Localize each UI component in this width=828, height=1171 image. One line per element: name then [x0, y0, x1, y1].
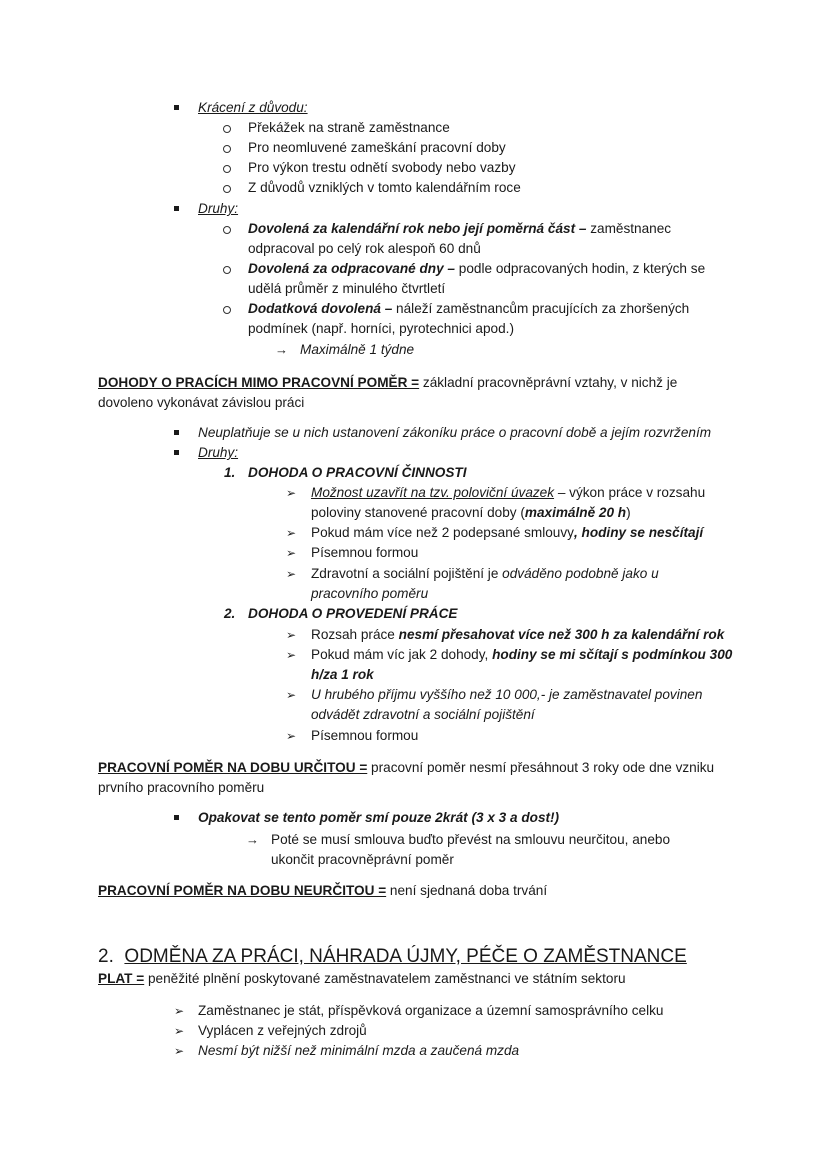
dpp-item-line2: h/za 1 rok: [311, 667, 374, 682]
square-bullet-icon: [174, 450, 179, 455]
reduction-item: Pro neomluvené zameškání pracovní doby: [248, 140, 506, 155]
leave-type-desc: zaměstnanec: [586, 221, 672, 236]
agreements-types-label: Druhy:: [198, 445, 239, 460]
dpc-item: Písemnou formou: [311, 545, 419, 560]
leave-type-term: Dodatková dovolená –: [248, 301, 393, 316]
salary-item: Vyplácen z veřejných zdrojů: [198, 1023, 367, 1038]
dpp-item-text: Pokud mám víc jak 2 dohody,: [311, 647, 493, 662]
arrowhead-bullet-icon: ➢: [174, 1044, 185, 1058]
fixed-term-definition: [98, 758, 714, 778]
arrowhead-bullet-icon: ➢: [286, 546, 297, 560]
dpp-item: U hrubého příjmu vyššího než 10 000,- je zaměstnavatel povinen: [311, 687, 703, 702]
types-label: Druhy:: [198, 201, 239, 216]
circle-bullet-icon: [223, 145, 231, 153]
leave-type-item: [248, 219, 671, 239]
right-arrow-icon: →: [275, 342, 288, 357]
agreements-term: DOHODY O PRACÍCH MIMO PRACOVNÍ POMĚR =: [98, 375, 420, 390]
agreements-definition: [98, 373, 677, 393]
section-title: ODMĚNA ZA PRÁCI, NÁHRADA ÚJMY, PÉČE O ZAMĚSTNANCE: [124, 946, 687, 967]
dpc-item-emphasis: maximálně 20 h: [524, 505, 627, 520]
arrowhead-bullet-icon: ➢: [286, 526, 297, 540]
right-arrow-icon: →: [246, 832, 259, 847]
reduction-item: Z důvodů vzniklých v tomto kalendářním roce: [248, 180, 521, 195]
leave-type-desc-line2: podmínek (např. horníci, pyrotechnici apod.): [248, 321, 514, 336]
dpp-item: [311, 645, 732, 665]
dpc-item-text: Pokud mám více než 2 podepsané smlouvy: [311, 525, 574, 540]
arrowhead-bullet-icon: ➢: [174, 1004, 185, 1018]
leave-type-item: [248, 259, 705, 279]
agreements-note: Neuplatňuje se u nich ustanovení zákoníku práce o pracovní době a jejím rozvržením: [198, 425, 712, 440]
dpc-item-term: Možnost uzavřít na tzv. poloviční úvazek: [311, 485, 555, 500]
dpp-title: DOHODA O PROVEDENÍ PRÁCE: [248, 606, 458, 621]
circle-bullet-icon: [223, 185, 231, 193]
list-number: 1.: [224, 465, 236, 480]
salary-item: Zaměstnanec je stát, příspěvková organizace a územní samosprávního celku: [198, 1003, 664, 1018]
circle-bullet-icon: [223, 306, 231, 314]
arrowhead-bullet-icon: ➢: [174, 1024, 185, 1038]
arrowhead-bullet-icon: ➢: [286, 567, 297, 581]
reduction-item: Pro výkon trestu odnětí svobody nebo vazby: [248, 160, 516, 175]
dpc-item: [311, 483, 705, 503]
dpc-item-emphasis: odváděno podobně jako u: [502, 566, 659, 581]
arrowhead-bullet-icon: ➢: [286, 729, 297, 743]
arrowhead-bullet-icon: ➢: [286, 486, 297, 500]
dpp-item: Písemnou formou: [311, 728, 419, 743]
square-bullet-icon: [174, 105, 179, 110]
fixed-term-arrow-note: Poté se musí smlouva buďto převést na smlouvu neurčitou, anebo: [271, 832, 671, 847]
dpp-item-line2: odvádět zdravotní a sociální pojištění: [311, 707, 535, 722]
section-heading: [98, 945, 687, 969]
salary-def: peněžité plnění poskytované zaměstnavatelem zaměstnanci ve státním sektoru: [144, 971, 626, 986]
reduction-label: Krácení z důvodu:: [198, 100, 308, 115]
leave-type-item: [248, 299, 689, 319]
leave-type-desc: náleží zaměstnancům pracujících za zhoršených: [392, 301, 690, 316]
square-bullet-icon: [174, 430, 179, 435]
circle-bullet-icon: [223, 226, 231, 234]
fixed-term-term: PRACOVNÍ POMĚR NA DOBU URČITOU =: [98, 760, 368, 775]
leave-type-desc-line2: odpracoval po celý rok alespoň 60 dnů: [248, 241, 481, 256]
section-number: 2.: [98, 946, 114, 967]
fixed-term-arrow-note-line2: ukončit pracovněprávní poměr: [271, 852, 454, 867]
agreements-def-line2: dovoleno vykonávat závislou práci: [98, 395, 305, 410]
dpc-item-text: ): [626, 505, 631, 520]
dpc-item-line2: pracovního poměru: [311, 586, 429, 601]
dpc-item: [311, 523, 703, 543]
leave-type-desc-line2: udělá průměr z minulého čtvrtletí: [248, 281, 446, 296]
list-number: 2.: [224, 606, 236, 621]
salary-definition: [98, 969, 626, 989]
fixed-term-bullet: Opakovat se tento poměr smí pouze 2krát (3 x 3 a dost!): [198, 810, 560, 825]
dpc-title: DOHODA O PRACOVNÍ ČINNOSTI: [248, 465, 467, 480]
leave-type-term: Dovolená za kalendářní rok nebo její poměrná část –: [248, 221, 587, 236]
arrow-note: Maximálně 1 týdne: [300, 342, 415, 357]
leave-type-desc: podle odpracovaných hodin, z kterých se: [455, 261, 706, 276]
leave-type-term: Dovolená za odpracované dny –: [248, 261, 455, 276]
arrowhead-bullet-icon: ➢: [286, 648, 297, 662]
dpp-item: [311, 625, 724, 645]
square-bullet-icon: [174, 206, 179, 211]
dpc-item-text: poloviny stanovené pracovní doby (: [311, 505, 525, 520]
dpp-item-emphasis: hodiny se mi sčítají s podmínkou 300: [492, 647, 733, 662]
circle-bullet-icon: [223, 266, 231, 274]
circle-bullet-icon: [223, 165, 231, 173]
agreements-def: základní pracovněprávní vztahy, v nichž je: [419, 375, 678, 390]
dpc-item-desc: – výkon práce v rozsahu: [554, 485, 706, 500]
indefinite-term: PRACOVNÍ POMĚR NA DOBU NEURČITOU =: [98, 883, 387, 898]
reduction-item: Překážek na straně zaměstnance: [248, 120, 450, 135]
dpc-item-line2: [311, 503, 631, 523]
circle-bullet-icon: [223, 125, 231, 133]
dpc-item-text: Zdravotní a sociální pojištění je: [311, 566, 503, 581]
indefinite-term-definition: [98, 881, 547, 901]
fixed-term-def-line2: prvního pracovního poměru: [98, 780, 265, 795]
arrowhead-bullet-icon: ➢: [286, 628, 297, 642]
dpp-item-emphasis: nesmí přesahovat více než 300 h za kalendářní rok: [398, 627, 725, 642]
salary-item: Nesmí být nižší než minimální mzda a zaučená mzda: [198, 1043, 520, 1058]
salary-term: PLAT =: [98, 971, 145, 986]
dpc-item: [311, 564, 659, 584]
fixed-term-def: pracovní poměr nesmí přesáhnout 3 roky ode dne vzniku: [367, 760, 715, 775]
dpc-item-emphasis: , hodiny se nesčítají: [573, 525, 704, 540]
dpp-item-text: Rozsah práce: [311, 627, 399, 642]
square-bullet-icon: [174, 815, 179, 820]
arrowhead-bullet-icon: ➢: [286, 688, 297, 702]
indefinite-def: není sjednaná doba trvání: [386, 883, 548, 898]
